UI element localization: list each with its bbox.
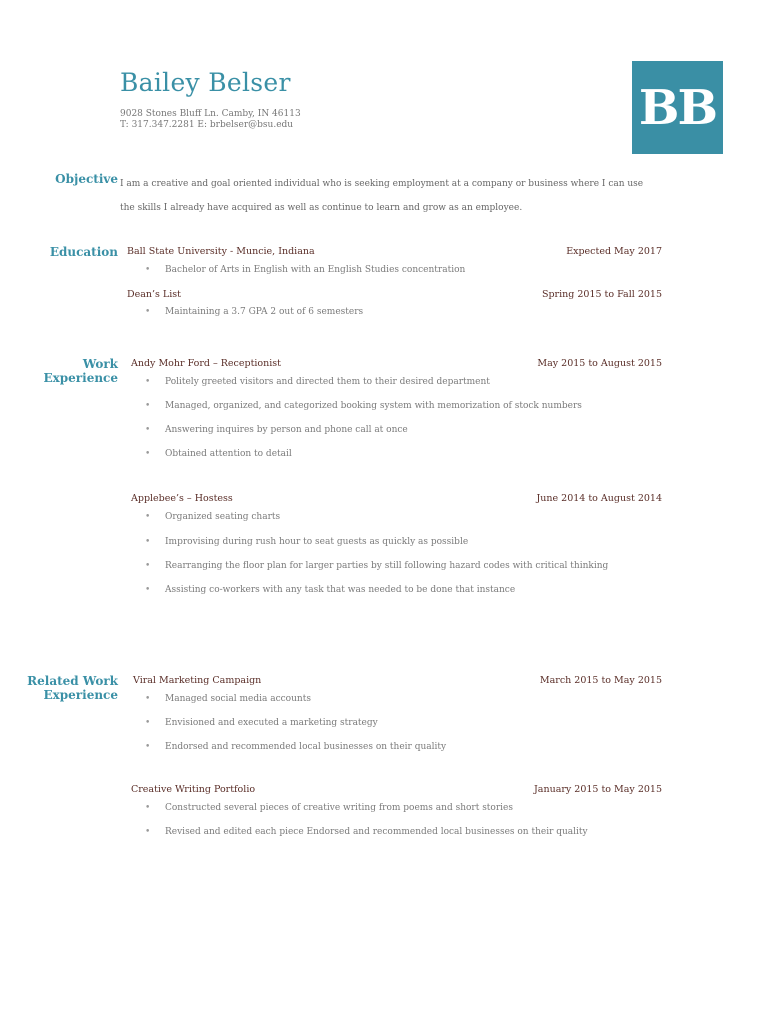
- list-item: • Organized seating charts: [145, 512, 281, 522]
- education-entry-title: Dean’s List: [127, 289, 181, 300]
- work-experience-heading: Work Experience: [43, 357, 118, 385]
- education-entry-title: Ball State University - Muncie, Indiana: [127, 246, 315, 257]
- list-item: • Constructed several pieces of creative writing from poems and short stories: [145, 803, 513, 813]
- contact-phone-email: T: 317.347.2281 E: brbelser@bsu.edu: [120, 120, 294, 130]
- related-entry-date: March 2015 to May 2015: [539, 675, 662, 686]
- related-entry-date: January 2015 to May 2015: [533, 784, 662, 795]
- related-work-heading-line1: Related Work: [27, 674, 118, 688]
- related-entry-title: Viral Marketing Campaign: [133, 675, 262, 686]
- list-item: • Endorsed and recommended local businesses on their quality: [145, 742, 447, 752]
- education-entry-date: Spring 2015 to Fall 2015: [541, 289, 662, 300]
- related-work-heading-line2: Experience: [43, 688, 118, 702]
- list-item: • Managed social media accounts: [145, 694, 311, 704]
- objective-text: I am a creative and goal oriented individual who is seeking employment at a company or business where I can use the skills I already have acquired as well as continue to learn and grow as an employee.: [120, 179, 644, 213]
- list-item: • Answering inquires by person and phone call at once: [145, 425, 408, 435]
- education-entry-date: Expected May 2017: [566, 246, 662, 257]
- work-entry-date: May 2015 to August 2015: [537, 358, 662, 369]
- list-item: • Maintaining a 3.7 GPA 2 out of 6 semesters: [145, 307, 364, 317]
- related-work-heading: [8, 674, 118, 702]
- resume-name: Bailey Belser: [120, 68, 291, 97]
- list-item: • Envisioned and executed a marketing strategy: [145, 718, 378, 728]
- list-item: • Rearranging the floor plan for larger parties by still following hazard codes with critical thinking: [145, 561, 609, 571]
- monogram-logo: BB: [632, 61, 723, 154]
- contact-address: 9028 Stones Bluff Ln. Camby, IN 46113: [120, 109, 301, 119]
- list-item: • Politely greeted visitors and directed them to their desired department: [145, 377, 490, 387]
- objective-heading: Objective: [55, 172, 118, 186]
- list-item: • Bachelor of Arts in English with an English Studies concentration: [145, 265, 466, 275]
- list-item: • Managed, organized, and categorized booking system with memorization of stock numbers: [145, 401, 582, 411]
- list-item: • Assisting co-workers with any task that was needed to be done that instance: [145, 585, 516, 595]
- list-item: • Improvising during rush hour to seat guests as quickly as possible: [145, 537, 469, 547]
- work-entry-title: Applebee’s – Hostess: [131, 493, 233, 504]
- education-heading: Education: [49, 245, 118, 259]
- list-item: • Obtained attention to detail: [145, 449, 292, 459]
- list-item: • Revised and edited each piece Endorsed and recommended local businesses on their quality: [145, 827, 588, 837]
- work-entry-date: June 2014 to August 2014: [536, 493, 662, 504]
- work-entry-title: Andy Mohr Ford – Receptionist: [131, 358, 282, 369]
- related-entry-title: Creative Writing Portfolio: [131, 784, 256, 795]
